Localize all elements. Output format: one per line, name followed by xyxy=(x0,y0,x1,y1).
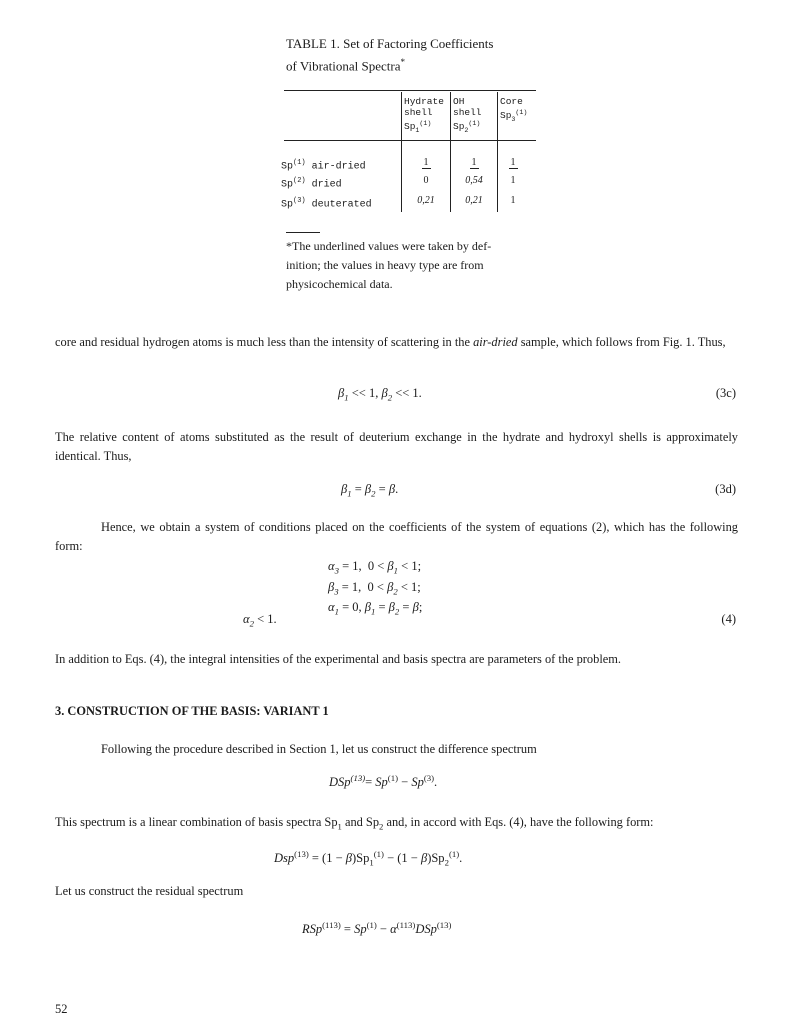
table-vline-3 xyxy=(497,92,498,212)
cell-r2-c2: 0,54 xyxy=(465,175,483,186)
cell-r1-c1: 1 xyxy=(423,157,429,168)
equation-4-line1: $\alpha_3 = 1$, $0 < \beta_1 < 1$; xyxy=(328,559,422,576)
row-label-air-dried: Sp$^{(1)}$ air-dried xyxy=(281,159,366,173)
equation-4-line4: $\alpha_2 < 1$. xyxy=(243,612,277,629)
paragraph-5: Following the procedure described in Section 1, let us construct the difference spectrum xyxy=(101,742,537,756)
equation-3d: $\beta_1 = \beta_2 = \beta$. xyxy=(341,482,399,499)
equation-4-line3: $\alpha_1 = 0$, $\beta_1 = \beta_2 = \beta$; xyxy=(328,600,423,617)
equation-rsp: $RSp^{(113)} = Sp^{(1)} - \alpha^{(113)}DSp^{(13)}$ xyxy=(302,920,452,937)
table-caption-line2: of Vibrational Spectra* xyxy=(286,57,406,74)
cell-r3-c1: 0,21 xyxy=(417,195,435,206)
paragraph-4: In addition to Eqs. (4), the integral intensities of the experimental and basis spectra are parameters of the problem. xyxy=(55,652,621,666)
col-header-oh: OH shell $Sp_2^{(1)}$ xyxy=(453,96,482,135)
col-header-core: Core $Sp_3^{(1)}$ xyxy=(500,96,528,124)
paragraph-2: The relative content of atoms substituted as the result of deuterium exchange in the hydrate and hydroxyl shells is approximately identical. Thus, xyxy=(55,430,738,463)
cell-r3-c3: 1 xyxy=(510,195,516,206)
row-label-dried: Sp$^{(2)}$ dried xyxy=(281,177,342,191)
equation-3c-number: (3c) xyxy=(715,386,736,400)
equation-4-line2: $\beta_3 = 1$, $0 < \beta_2 < 1$; xyxy=(328,580,421,597)
cell-r2-c3: 1 xyxy=(510,175,516,186)
page-number: 52 xyxy=(55,1002,68,1016)
col-header-hydrate: Hydrate shell $Sp_1^{(1)}$ xyxy=(404,96,444,135)
row-label-deuterated: Sp$^{(3)}$ deuterated xyxy=(281,197,372,211)
footnote-rule xyxy=(286,232,320,233)
paragraph-1: core and residual hydrogen atoms is much less than the intensity of scattering in the air-dried sample, which follows from Fig. 1. Thus, xyxy=(55,335,726,349)
table-caption-line1: TABLE 1. Set of Factoring Coefficients xyxy=(286,36,494,51)
table-footnote: *The underlined values were taken by def- inition; the values in heavy type are from physicochemical data. xyxy=(286,239,492,291)
paragraph-3: Hence, we obtain a system of conditions placed on the coefficients of the system of equations (2), which has the following form: xyxy=(55,520,738,553)
equation-4-number: (4) xyxy=(721,612,736,626)
cell-r2-c1: 0 xyxy=(423,175,429,186)
paragraph-7: Let us construct the residual spectrum xyxy=(55,884,244,898)
table-header-rule xyxy=(284,140,536,141)
table-vline-2 xyxy=(450,92,451,212)
cell-r1-c3: 1 xyxy=(510,157,516,168)
equation-dsp-expanded: $Dsp^{(13)} = (1 - \beta)Sp_1^{(1)} - (1 - \beta)Sp_2^{(1)}$. xyxy=(274,849,463,868)
table-caption xyxy=(286,34,586,75)
equation-3c: $\beta_1 << 1$, $\beta_2 << 1$. xyxy=(338,386,422,403)
cell-r3-c2: 0,21 xyxy=(465,195,483,206)
equation-dsp: $DSp^{(13)}= Sp^{(1)} - Sp^{(3)}$. xyxy=(329,773,438,790)
section-heading: 3. CONSTRUCTION OF THE BASIS: VARIANT 1 xyxy=(55,704,329,718)
table-vline-1 xyxy=(401,92,402,212)
cell-r1-c2: 1 xyxy=(471,157,477,168)
table-top-rule xyxy=(284,90,536,91)
paragraph-6: This spectrum is a linear combination of basis spectra $Sp_1$ and $Sp_2$ and, in accord with Eqs. (4), have the following form: xyxy=(55,815,654,832)
equation-3d-number: (3d) xyxy=(715,482,736,496)
